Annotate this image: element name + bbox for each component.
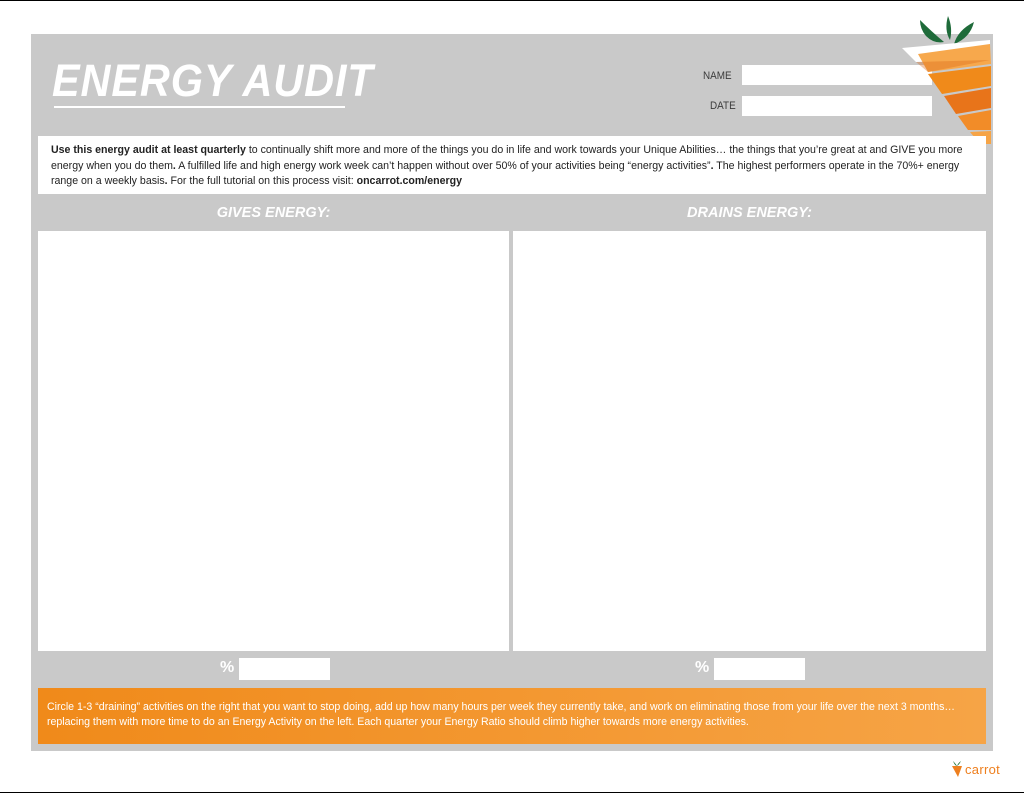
bottom-border bbox=[0, 792, 1024, 793]
top-border bbox=[0, 0, 1024, 1]
title-underline bbox=[54, 106, 345, 108]
intro-period-2: . bbox=[710, 159, 714, 172]
name-label: NAME bbox=[703, 70, 732, 82]
gives-percent-symbol: % bbox=[220, 659, 235, 676]
carrot-icon bbox=[951, 760, 963, 778]
intro-text-2: A fulfilled life and high energy work week can’t happen without over 50% of your activities being “energy activities” bbox=[175, 159, 711, 172]
intro-text-1: to continually shift more and more of the things you do in life and work towards your Unique Abilities… the things that you’re great at and GIVE you more energy when you do them bbox=[51, 144, 963, 172]
drains-percent-symbol: % bbox=[695, 659, 710, 676]
instructions-banner: Circle 1-3 “draining” activities on the right that you want to stop doing, add up how many hours per week they currently take, and work on eliminating those from your life over the next 3 months… replacing them with more time to do an Energy Activity on the left. Each quarter your Energy Ratio should climb higher towards more energy activities. bbox=[38, 688, 986, 744]
intro-text bbox=[38, 136, 986, 194]
intro-bold-lead: Use this energy audit at least quarterly bbox=[51, 144, 246, 156]
page-title: ENERGY AUDIT bbox=[52, 55, 374, 106]
carrot-leaf-left-icon bbox=[920, 20, 944, 42]
drains-percent-field[interactable] bbox=[714, 658, 805, 680]
intro-period-3: . bbox=[164, 175, 168, 187]
gives-energy-area[interactable] bbox=[38, 231, 509, 651]
carrot-leaf-right-icon bbox=[954, 22, 974, 44]
intro-link[interactable]: oncarrot.com/energy bbox=[356, 175, 462, 187]
footer-logo-text: carrot bbox=[965, 761, 1001, 777]
intro-period-1: . bbox=[172, 159, 176, 172]
gives-percent-field[interactable] bbox=[239, 658, 330, 680]
drains-energy-heading: DRAINS ENERGY: bbox=[687, 205, 812, 221]
intro-text-4: For the full tutorial on this process visit: bbox=[167, 175, 357, 187]
drains-energy-area[interactable] bbox=[513, 231, 986, 651]
date-label: DATE bbox=[710, 100, 736, 112]
intro-text-3: The highest performers operate in the 70%+ energy range on a weekly basis bbox=[51, 159, 960, 187]
footer-logo bbox=[951, 760, 1000, 778]
carrot-logo-icon bbox=[898, 10, 998, 146]
gives-energy-heading: GIVES ENERGY: bbox=[216, 205, 331, 221]
